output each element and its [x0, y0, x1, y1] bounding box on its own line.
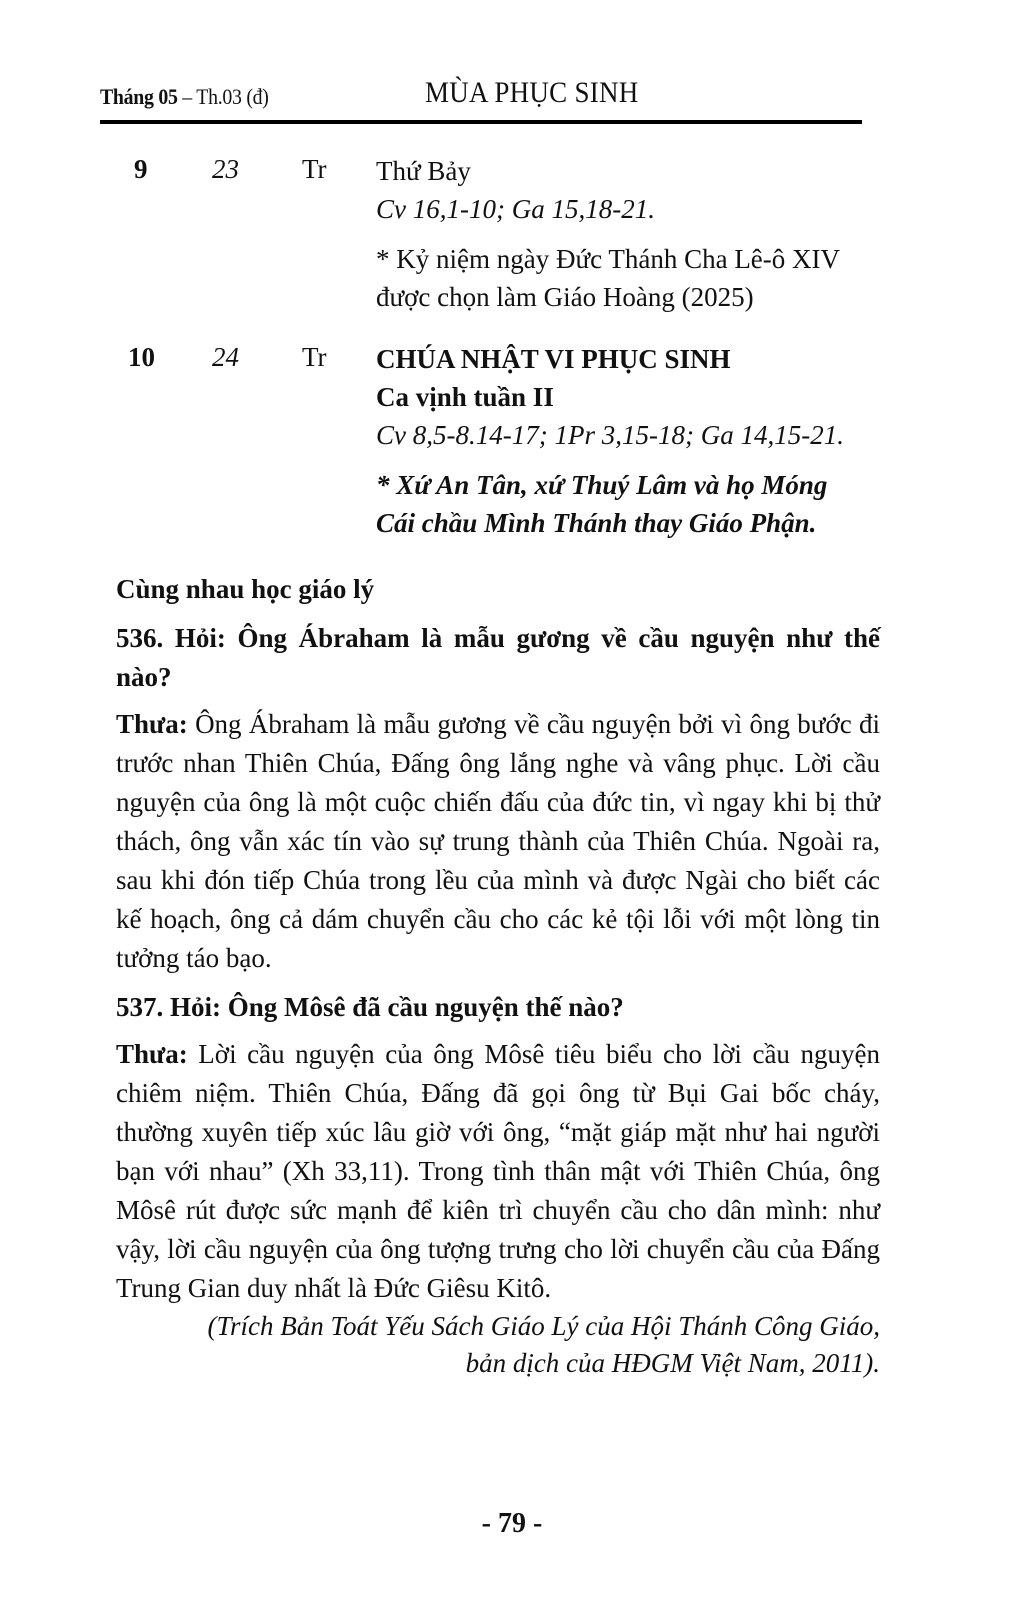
entry-title: Thứ Bảy [376, 156, 471, 186]
answer [116, 705, 880, 978]
entry-body [376, 340, 886, 542]
answer-text: Lời cầu nguyện của ông Môsê tiêu biểu cho lời cầu nguyện chiêm niệm. Thiên Chúa, Đấng đã gọi ông từ Bụi Gai bốc cháy, thường xuyên tiếp xúc lâu giờ với ông, “mặt giáp mặt như hai người bạn với nhau” (Xh 33,11). Trong tình thân mật với Thiên Chúa, ông Môsê rút được sức mạnh để kiên trì chuyển cầu cho dân mình: như vậy, lời cầu nguyện của ông tượng trưng cho lời chuyển cầu của Đấng Trung Gian duy nhất là Đức Giêsu Kitô. [116, 1039, 880, 1303]
header-lunar-month: Th.03 (đ) [196, 84, 269, 109]
question-label: 537. Hỏi: [116, 992, 221, 1022]
answer-label: Thưa: [116, 1039, 188, 1069]
catechism-section [116, 570, 880, 1382]
entry-readings: Cv 16,1-10; Ga 15,18-21. [376, 194, 655, 224]
question-text: Ông Ábraham là mẫu gương về cầu nguyện như thế nào? [116, 623, 881, 692]
entry-body [376, 152, 886, 316]
entry-lunar-day: 23 [212, 154, 239, 184]
entry-title: CHÚA NHẬT VI PHỤC SINH [376, 344, 731, 374]
question [116, 619, 880, 697]
entry-note-line: Cái chầu Mình Thánh thay Giáo Phận. [376, 508, 817, 538]
entry-liturgical-color: Tr [302, 154, 327, 184]
entry-number: 10 [128, 342, 155, 372]
page-number: - 79 - [481, 1508, 543, 1539]
header-month: Tháng 05 [100, 84, 178, 109]
header-season-title: MÙA PHỤC SINH [425, 76, 639, 109]
source-citation-line: (Trích Bản Toát Yếu Sách Giáo Lý của Hội Thánh Công Giáo, [207, 1311, 880, 1341]
entry-note-line: * Xứ An Tân, xứ Thuý Lâm và họ Móng [376, 470, 828, 500]
answer-label: Thưa: [116, 709, 188, 739]
answer [116, 1035, 880, 1308]
header-date-label [100, 84, 269, 110]
running-header [100, 74, 860, 122]
question [116, 988, 880, 1027]
answer-text: Ông Ábraham là mẫu gương về cầu nguyện bởi vì ông bước đi trước nhan Thiên Chúa, Đấng ông lắng nghe và vâng phục. Lời cầu nguyện của ông là một cuộc chiến đấu của đức tin, vì ngay khi bị thử thách, ông vẫn xác tín vào sự trung thành của Thiên Chúa. Ngoài ra, sau khi đón tiếp Chúa trong lều của mình và được Ngài cho biết các kế hoạch, ông cả dám chuyển cầu cho các kẻ tội lỗi với một lòng tin tưởng táo bạo. [116, 709, 881, 973]
question-label: 536. Hỏi: [116, 623, 226, 653]
section-title: Cùng nhau học giáo lý [116, 574, 375, 604]
header-separator: – [177, 84, 197, 109]
entry-liturgical-color: Tr [302, 342, 327, 372]
entry-readings: Cv 8,5-8.14-17; 1Pr 3,15-18; Ga 14,15-21. [376, 420, 844, 450]
entry-lunar-day: 24 [212, 342, 239, 372]
entry-number: 9 [134, 154, 148, 184]
entry-subtitle: Ca vịnh tuần II [376, 382, 554, 412]
entry-note-line: * Kỷ niệm ngày Đức Thánh Cha Lê-ô XIV [376, 244, 841, 274]
source-citation-line: bản dịch của HĐGM Việt Nam, 2011). [465, 1348, 880, 1378]
question-text: Ông Môsê đã cầu nguyện thế nào? [227, 992, 624, 1022]
header-rule [100, 120, 862, 124]
entry-note-line: được chọn làm Giáo Hoàng (2025) [376, 282, 754, 312]
